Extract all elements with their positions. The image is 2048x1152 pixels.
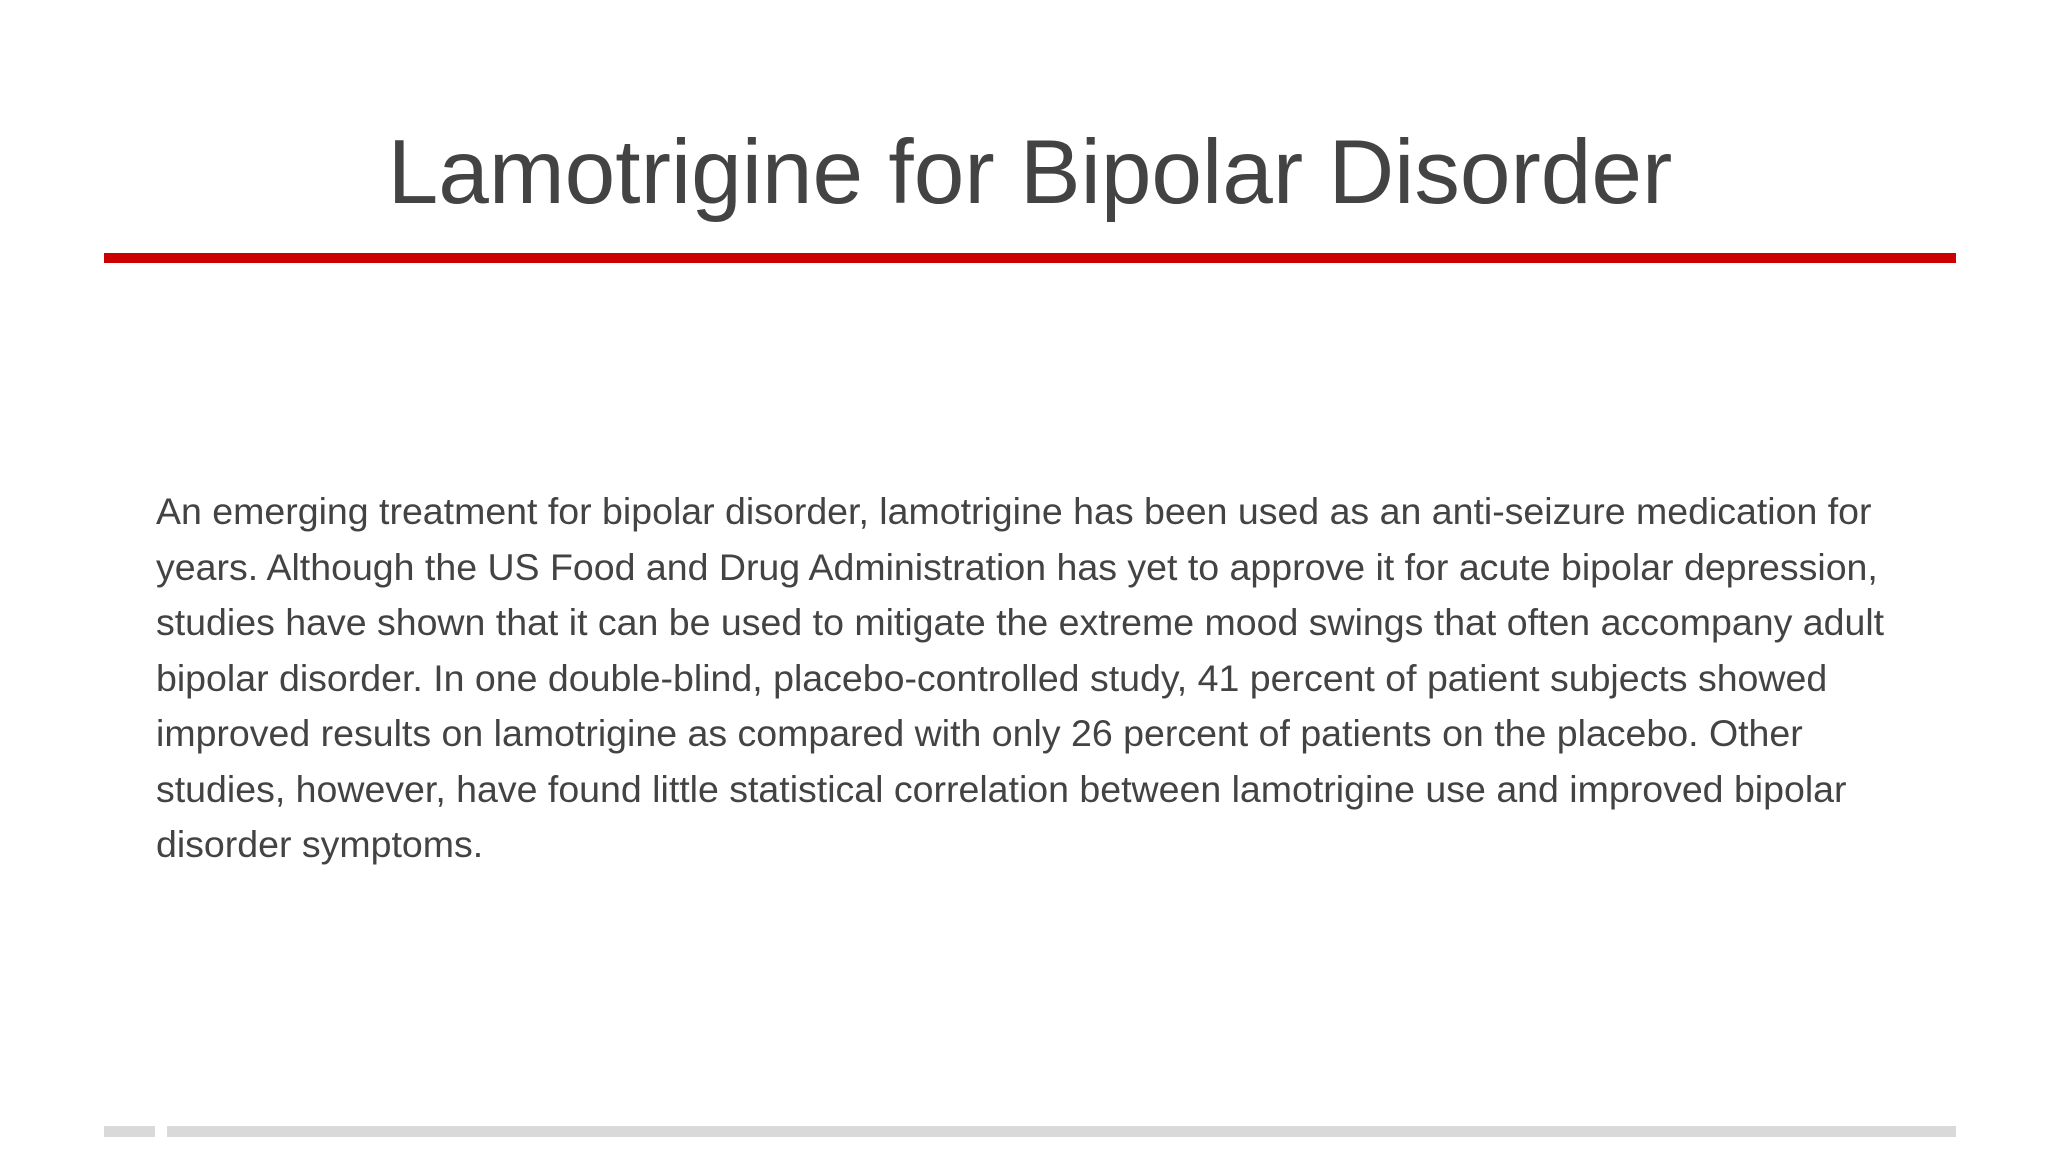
- slide-body-text: An emerging treatment for bipolar disorder, lamotrigine has been used as an anti-seizure medication for years. Although the US Food and Drug Administration has yet to approve it for acute bipolar depression, studies have shown that it can be used to mitigate the extreme mood swings that often accompany adult bipolar disorder. In one double-blind, placebo-controlled study, 41 percent of patient subjects showed improved results on lamotrigine as compared with only 26 percent of patients on the placebo. Other studies, however, have found little statistical correlation between lamotrigine use and improved bipolar disorder symptoms.: [156, 490, 1885, 865]
- title-underline: [104, 253, 1956, 263]
- footer-bar-right: [167, 1126, 1956, 1137]
- footer-bar-left: [104, 1126, 155, 1137]
- slide-title: Lamotrigine for Bipolar Disorder: [387, 122, 1673, 223]
